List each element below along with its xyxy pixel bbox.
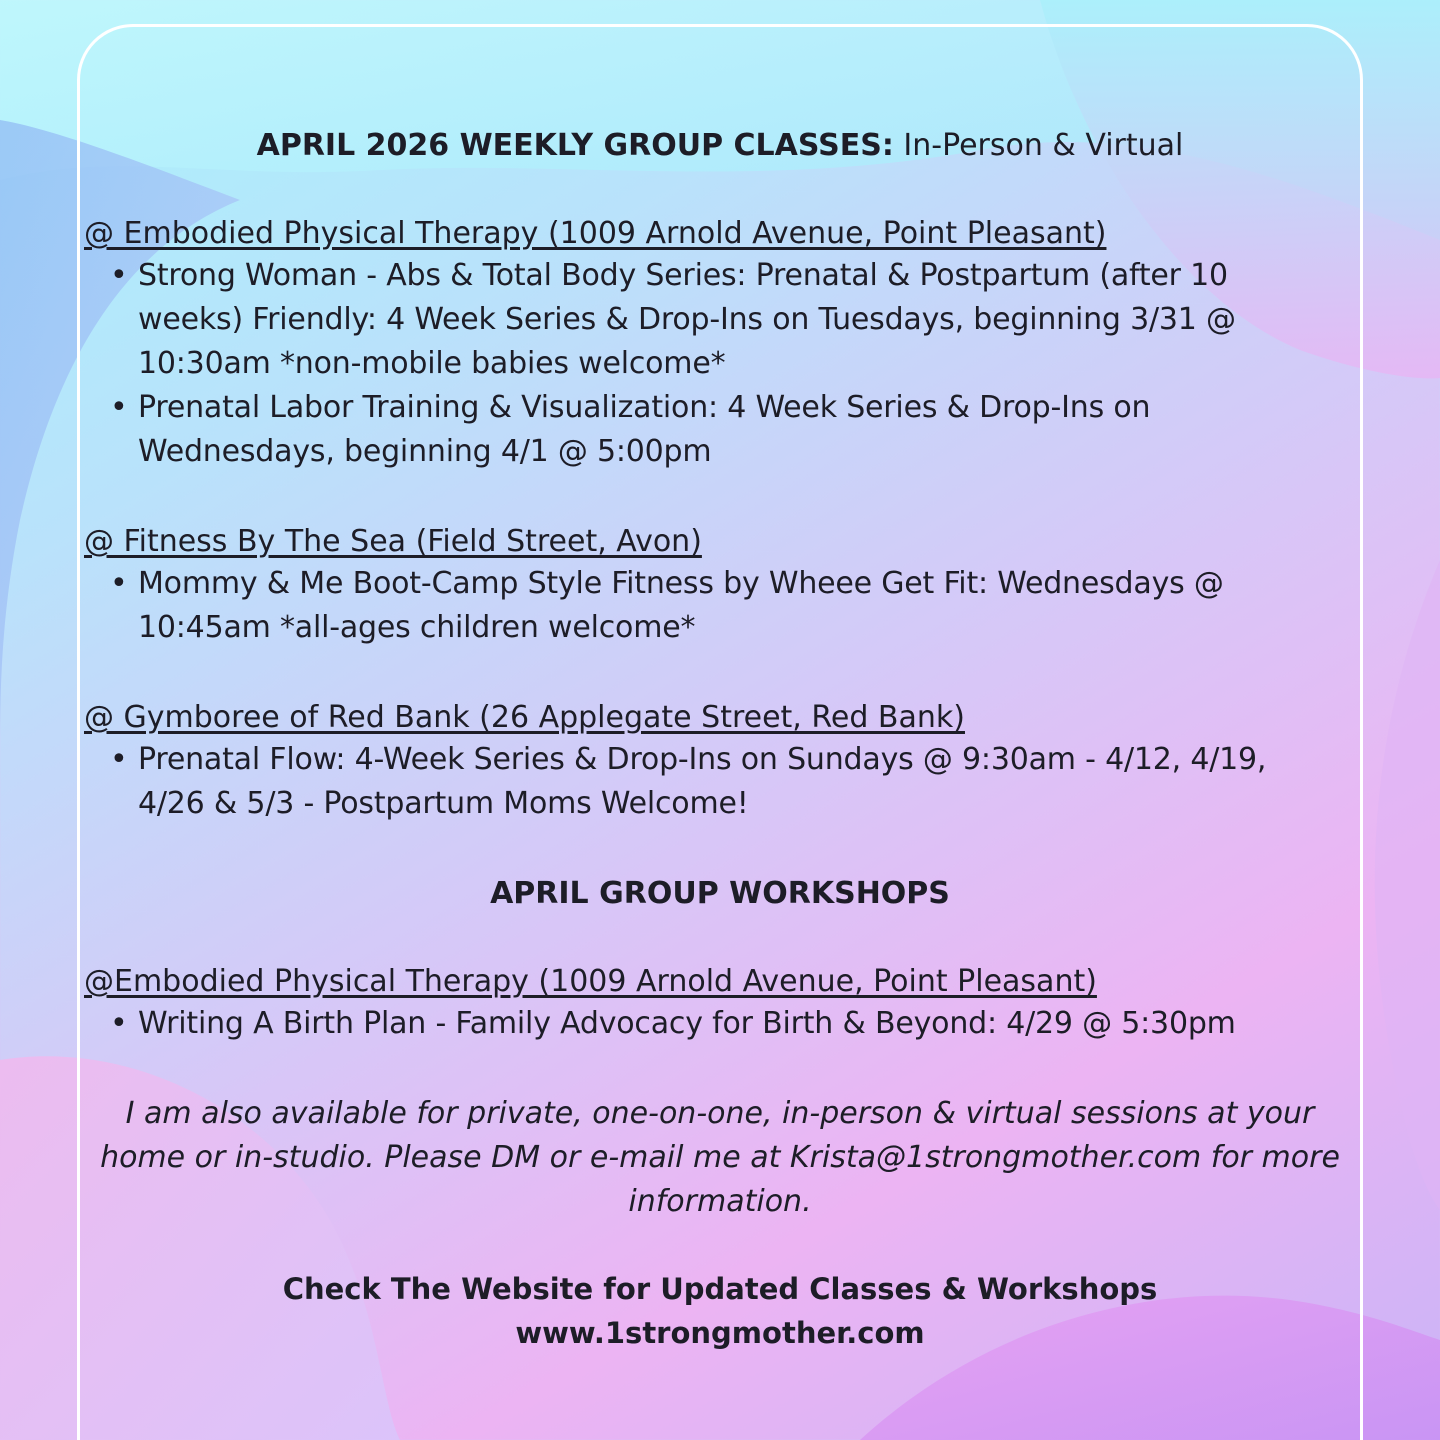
embodied-class-list	[110, 254, 1310, 474]
list-item-text: Writing A Birth Plan - Family Advocacy for Birth & Beyond: 4/29 @ 5:30pm	[138, 1006, 1236, 1041]
bullet-icon: •	[110, 566, 128, 601]
page-title-rest: In-Person & Virtual	[893, 128, 1184, 163]
list-item-text: Prenatal Labor Training & Visualization: 4 Week Series & Drop-Ins on Wednesdays, beginning 4/1 @ 5:00pm	[138, 390, 1151, 469]
website-url: www.1strongmother.com	[515, 1316, 925, 1350]
venue-heading-embodied: @ Embodied Physical Therapy (1009 Arnold Avenue, Point Pleasant)	[84, 216, 1107, 251]
page-title	[0, 126, 1440, 166]
list-item	[110, 254, 1310, 386]
bullet-icon: •	[110, 1006, 128, 1041]
list-item	[110, 386, 1310, 474]
list-item	[110, 738, 1310, 826]
page-title-bold: APRIL 2026 WEEKLY GROUP CLASSES:	[256, 128, 894, 163]
workshops-title: APRIL GROUP WORKSHOPS	[490, 876, 950, 911]
list-item-text: Mommy & Me Boot-Camp Style Fitness by Wheee Get Fit: Wednesdays @ 10:45am *all-ages children welcome*	[138, 566, 1224, 645]
bullet-icon: •	[110, 390, 128, 425]
website-cta: Check The Website for Updated Classes & Workshops	[282, 1272, 1158, 1306]
list-item	[110, 562, 1310, 650]
gymboree-class-list	[110, 738, 1310, 826]
list-item	[110, 1002, 1310, 1046]
venue-heading-fitness-by-the-sea: @ Fitness By The Sea (Field Street, Avon)	[84, 524, 702, 559]
list-item-text: Prenatal Flow: 4-Week Series & Drop-Ins on Sundays @ 9:30am - 4/12, 4/19, 4/26 & 5/3 - Postpartum Moms Welcome!	[138, 742, 1267, 821]
workshop-list	[110, 1002, 1310, 1046]
bullet-icon: •	[110, 258, 128, 293]
venue-heading-gymboree: @ Gymboree of Red Bank (26 Applegate Street, Red Bank)	[84, 700, 965, 735]
private-sessions-note: I am also available for private, one-on-one, in-person & virtual sessions at your home or in-studio. Please DM or e-mail me at Krista@1strongmother.com for more information.	[100, 1096, 1340, 1219]
venue-heading-workshop: @Embodied Physical Therapy (1009 Arnold Avenue, Point Pleasant)	[84, 964, 1097, 999]
bullet-icon: •	[110, 742, 128, 777]
list-item-text: Strong Woman - Abs & Total Body Series: Prenatal & Postpartum (after 10 weeks) Friendly: 4 Week Series & Drop-Ins on Tuesdays, beginning 3/31 @ 10:30am *non-mobile babies welcome*	[138, 258, 1236, 381]
fitness-class-list	[110, 562, 1310, 650]
